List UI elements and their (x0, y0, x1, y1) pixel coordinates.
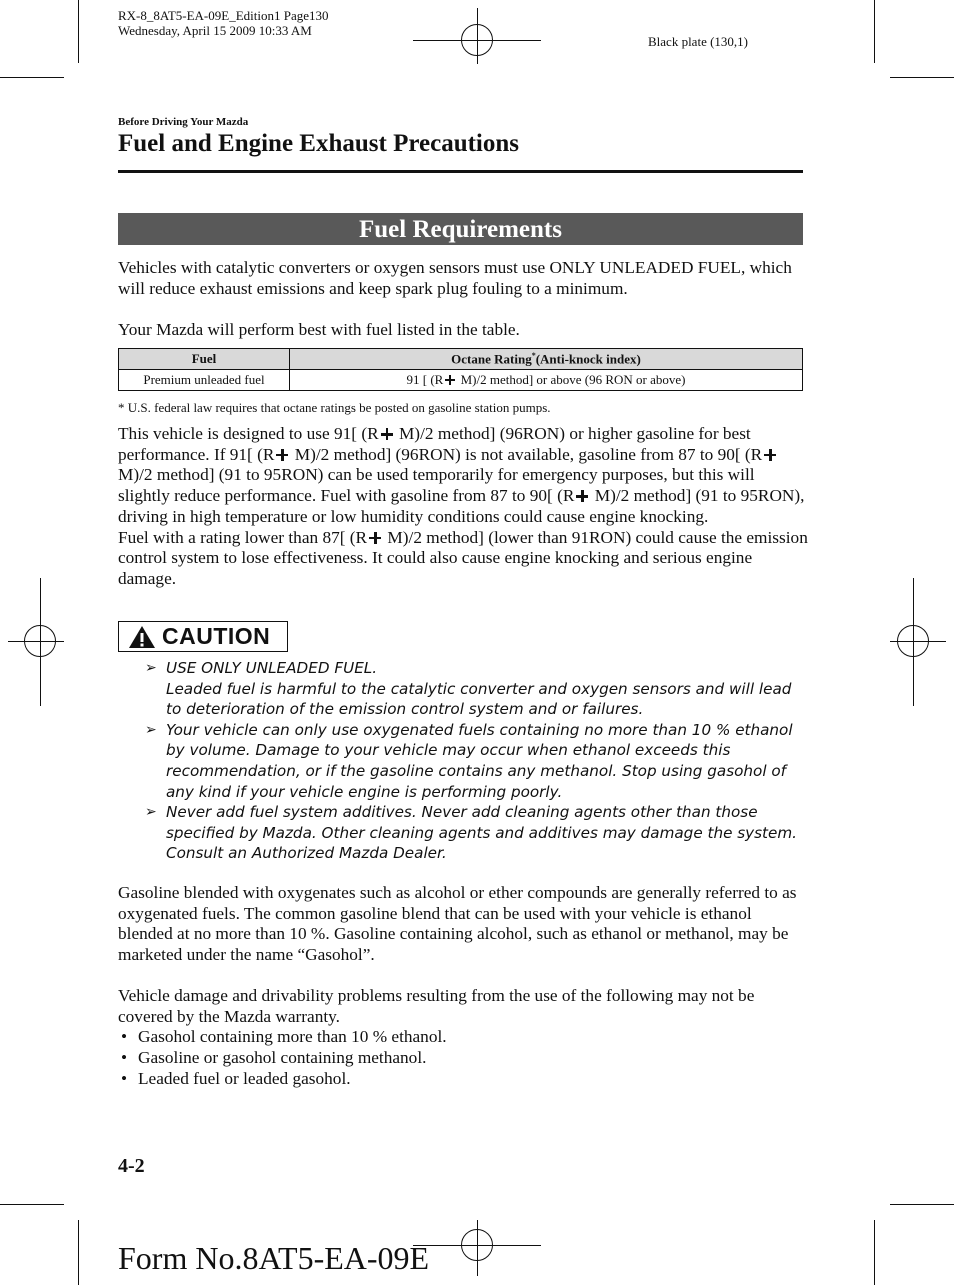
page-number: 4-2 (118, 1155, 145, 1177)
table-header-octane: Octane Rating*(Anti-knock index) (290, 349, 803, 370)
caution-item-heading: USE ONLY UNLEADED FUEL. (166, 659, 378, 677)
caution-item-text: Leaded fuel is harmful to the catalytic converter and oxygen sensors and will lead to deterioration of the emission control system and or failures. (166, 679, 792, 719)
warning-triangle-icon (128, 625, 156, 649)
print-header-date: Wednesday, April 15 2009 10:33 AM (118, 23, 312, 38)
table-header-fuel: Fuel (119, 349, 290, 370)
arrow-bullet-icon: ➢ (145, 660, 157, 676)
plus-icon (369, 532, 381, 544)
intro-text (118, 258, 808, 341)
list-item: • Leaded fuel or leaded gasohol. (118, 1069, 808, 1090)
section-label: Before Driving Your Mazda (118, 116, 249, 128)
caution-box (118, 621, 288, 652)
plus-icon (276, 449, 288, 461)
warranty-intro: Vehicle damage and drivability problems resulting from the use of the following may not be covered by the Mazda warranty. (118, 986, 755, 1026)
oxygenates-paragraph: Gasoline blended with oxygenates such as alcohol or ether compounds are generally referred to as oxygenated fuels. The common gasoline blend that can be used with your vehicle is ethanol blended at no more than 10 %. Gasoline containing alcohol, such as ethanol or methanol, may be marketed under the name “Gasohol”. (118, 883, 797, 965)
plate-label: Black plate (130,1) (648, 34, 748, 49)
title-rule (118, 170, 803, 173)
caution-item (145, 720, 810, 802)
table-footnote: * U.S. federal law requires that octane ratings be posted on gasoline station pumps. (118, 400, 551, 415)
fuel-rating-paragraph-1: This vehicle is designed to use 91[ (R M)/2 method] (96RON) or higher gasoline for best performance. If 91[ (R M)/2 method] (96RON) is not available, gasoline from 87 to 90[ (R M)/2 method] (91 to 95RON) can be used temporarily for emergency purposes, but this will slightly reduce performance. Fuel with gasoline from 87 to 90[ (R M)/2 method] (91 to 95RON), driving in high temperature or low humidity conditions could cause engine knocking. (118, 424, 805, 526)
intro-paragraph-1: Vehicles with catalytic converters or oxygen sensors must use ONLY UNLEADED FUEL, which will reduce exhaust emissions and keep spark plug fouling to a minimum. (118, 258, 792, 298)
plus-icon (445, 375, 455, 385)
page-title: Fuel and Engine Exhaust Precautions (118, 130, 520, 157)
table-row (119, 370, 803, 391)
table-cell-fuel: Premium unleaded fuel (119, 370, 290, 391)
plus-icon (381, 428, 393, 440)
warranty-list (118, 1027, 808, 1089)
fuel-rating-text (118, 424, 808, 590)
caution-item (145, 802, 810, 864)
arrow-bullet-icon: ➢ (145, 804, 157, 821)
caution-label: CAUTION (162, 623, 271, 649)
warranty-section (118, 986, 808, 1090)
list-item: • Gasoline or gasohol containing methanol. (118, 1048, 808, 1069)
fuel-rating-paragraph-2: Fuel with a rating lower than 87[ (R M)/2 method] (lower than 91RON) could cause the emission control system to lose effectiveness. It could also cause engine knocking and serious engine damage. (118, 527, 808, 588)
oxygenates-text (118, 883, 808, 966)
list-item: • Gasohol containing more than 10 % ethanol. (118, 1027, 808, 1048)
print-header (118, 8, 329, 38)
plus-icon (576, 490, 588, 502)
arrow-bullet-icon: ➢ (145, 721, 157, 738)
table-cell-octane: 91 [ (R M)/2 method] or above (96 RON or above) (290, 370, 803, 391)
table-header-row (119, 349, 803, 370)
fuel-table (118, 348, 803, 391)
caution-list (145, 658, 810, 864)
caution-item (145, 658, 810, 720)
caution-item-text: Your vehicle can only use oxygenated fuels containing no more than 10 % ethanol by volume. Damage to your vehicle may occur when ethanol exceeds this recommendation, or if the gasoline contains any methanol. Stop using gasohol of any kind if your vehicle engine is performing poorly. (166, 720, 793, 801)
caution-item-text: Never add fuel system additives. Never add cleaning agents other than those specified by Mazda. Other cleaning agents and additives may damage the system. Consult an Authorized Mazda Dealer. (166, 803, 797, 863)
section-banner: Fuel Requirements (118, 213, 803, 245)
print-header-file: RX-8_8AT5-EA-09E_Edition1 Page130 (118, 8, 329, 23)
plus-icon (764, 449, 776, 461)
intro-paragraph-2: Your Mazda will perform best with fuel listed in the table. (118, 320, 520, 340)
form-number: Form No.8AT5-EA-09E (118, 1240, 430, 1276)
